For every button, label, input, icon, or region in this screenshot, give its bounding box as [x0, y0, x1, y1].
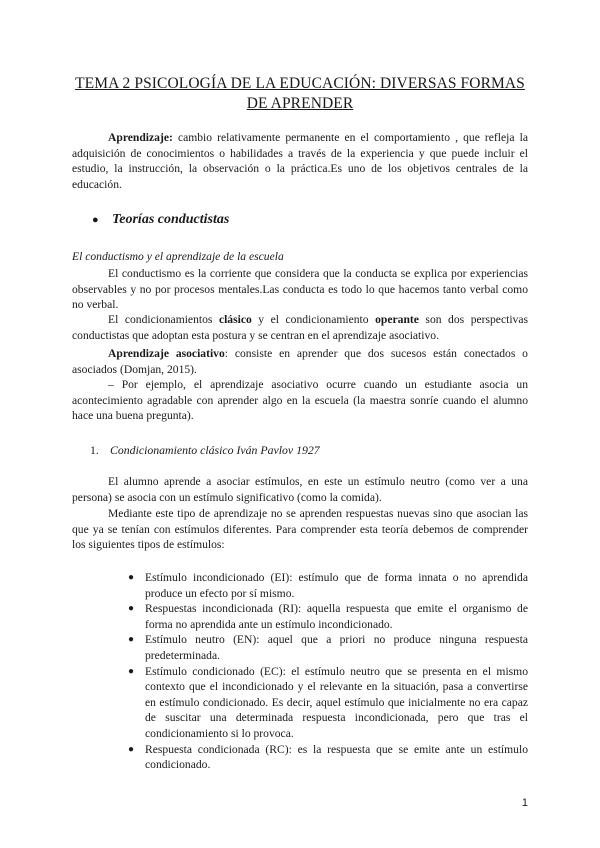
paragraph-ejemplo: – Por ejemplo, el aprendizaje asociativo ocurre cuando un estudiante asocia un acontecimiento agradable con aprender algo en la escuela (la maestra sonríe cuando el alumno hace una buena pregunta).: [72, 378, 528, 423]
numbered-heading-label: Condicionamiento clásico Iván Pavlov 1927: [110, 443, 320, 457]
list-item: [128, 570, 528, 601]
bullet-icon: ●: [92, 214, 99, 226]
document-title: [70, 74, 530, 114]
section-heading-label: Teorías conductistas: [112, 212, 230, 227]
bullet-icon: ●: [128, 665, 135, 677]
term-asociativo: Aprendizaje asociativo: [108, 347, 225, 360]
stimuli-list: [128, 570, 528, 773]
bullet-icon: ●: [128, 634, 135, 646]
numbered-heading: [90, 443, 320, 458]
bullet-icon: ●: [128, 743, 135, 755]
term-operante: operante: [375, 313, 419, 326]
list-item: [128, 632, 528, 663]
list-item-text: Respuesta condicionada (RC): es la respuesta que se emite ante un estímulo condicionado.: [145, 742, 528, 772]
title-line-2: DE APRENDER: [246, 95, 354, 112]
heading-number: 1.: [90, 443, 99, 457]
paragraph-alumno: El alumno aprende a asociar estímulos, en este un estímulo neutro (como ver a una persona) se asocia con un estímulo significativo (como la comida).: [72, 475, 528, 504]
list-item: [128, 664, 528, 742]
bullet-icon: ●: [128, 603, 135, 615]
intro-paragraph: [72, 130, 528, 192]
list-item: [128, 601, 528, 632]
paragraph-conductismo: El conductismo es la corriente que considera que la conducta se explica por experiencias observables y no por procesos mentales.Las conducta es todo lo que hacemos tanto verbal como no verbal.: [72, 267, 528, 312]
list-item-text: Estímulo condicionado (EC): el estímulo neutro que se presenta en el mismo contexto que el incondicionado y el relevante en la situación, pasa a convertirse en estímulo condicionado. Es decir, aquel estímulo que inicialmente no era capaz de suscitar una determinada respuesta incondicionada, pero que tras el condicionamiento si lo provoca.: [145, 664, 528, 740]
list-item-text: Estímulo neutro (EN): aquel que a priori no produce ninguna respuesta predeterminada.: [145, 633, 528, 662]
text-span: : consiste en aprender que dos sucesos están conectados o asociados (Domjan, 2015).: [72, 347, 528, 376]
bullet-icon: ●: [128, 572, 135, 583]
paragraph-asociativo: [72, 346, 528, 377]
paragraph-condicionamientos: [72, 312, 528, 343]
text-span: El condicionamientos: [108, 313, 219, 326]
intro-term: Aprendizaje:: [108, 131, 173, 144]
term-clasico: clásico: [218, 313, 252, 326]
paragraph-mediante: Mediante este tipo de aprendizaje no se aprenden respuestas nuevas sino que asocian las que ya se tenían con estímulos diferentes. Para comprender esta teoría debemos de comprender los siguientes tipos de estímulos:: [72, 507, 528, 552]
text-span: son dos perspectivas conductistas que adoptan esta postura y se centran en el aprendizaje asociativo.: [72, 313, 528, 342]
title-line-1: TEMA 2 PSICOLOGÍA DE LA EDUCACIÓN: DIVERSAS FORMAS: [75, 75, 525, 92]
subheading: El conductismo y el aprendizaje de la escuela: [72, 250, 284, 263]
intro-text: cambio relativamente permanente en el comportamiento , que refleja la adquisición de conocimientos o habilidades a través de la experiencia y que puede incluir el estudio, la instrucción, la observación o la práctica.Es uno de los objetivos centrales de la educación.: [72, 131, 528, 191]
section-heading: [92, 211, 229, 229]
page-number: 1: [521, 797, 528, 809]
text-span: y el condicionamiento: [251, 313, 376, 326]
list-item-text: Estímulo incondicionado (EI): estímulo que de forma innata o no aprendida produce un efecto por sí mismo.: [145, 571, 528, 600]
list-item-text: Respuestas incondicionada (RI): aquella respuesta que emite el organismo de forma no aprendida ante un estímulo incondicionado.: [145, 602, 528, 631]
list-item: [128, 742, 528, 773]
